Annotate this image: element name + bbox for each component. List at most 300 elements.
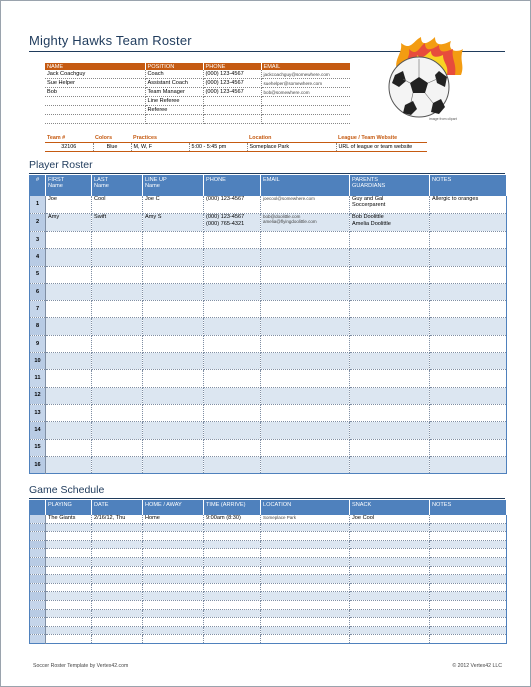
roster-lineup-name[interactable]: Joe C (143, 196, 204, 214)
team-practices-value[interactable]: M, W, F (131, 143, 189, 152)
staff-phone[interactable]: (000) 123-4567 (203, 79, 261, 88)
roster-first-name[interactable]: Joe (46, 196, 92, 214)
schedule-date[interactable] (92, 626, 143, 635)
roster-email[interactable] (261, 249, 350, 266)
roster-parents[interactable] (350, 387, 430, 404)
schedule-location[interactable] (261, 600, 350, 609)
player-roster-table (29, 175, 507, 474)
roster-parents[interactable] (350, 283, 430, 300)
roster-number: 13 (30, 404, 46, 421)
schedule-notes[interactable] (430, 583, 507, 592)
schedule-homeaway[interactable] (143, 600, 204, 609)
roster-notes[interactable] (430, 387, 507, 404)
roster-parents[interactable] (350, 214, 430, 232)
schedule-location[interactable] (261, 635, 350, 644)
roster-notes[interactable] (430, 439, 507, 456)
staff-phone[interactable] (203, 115, 261, 124)
player-roster-underline (29, 173, 505, 174)
schedule-row-marker (30, 515, 46, 524)
roster-parents-secondary: Amelia Doolittle (352, 220, 391, 227)
roster-first-name[interactable]: Amy (46, 214, 92, 232)
roster-phone[interactable] (204, 318, 261, 335)
roster-email[interactable] (261, 232, 350, 249)
roster-first-name[interactable] (46, 387, 92, 404)
schedule-homeaway[interactable] (143, 635, 204, 644)
schedule-time[interactable] (204, 523, 261, 532)
roster-lineup-name[interactable] (143, 266, 204, 283)
schedule-location[interactable] (261, 575, 350, 584)
roster-row (30, 232, 507, 249)
schedule-playing[interactable]: The Giants (46, 515, 92, 524)
roster-first-name[interactable] (46, 404, 92, 421)
roster-first-name[interactable] (46, 353, 92, 370)
schedule-date[interactable] (92, 618, 143, 627)
roster-parents-primary: Guy and Gal (352, 195, 384, 202)
schedule-row-marker (30, 557, 46, 566)
roster-first-name[interactable] (46, 422, 92, 439)
staff-name[interactable] (45, 97, 145, 106)
staff-email[interactable] (261, 97, 350, 106)
staff-name[interactable]: Bob (45, 88, 145, 97)
roster-last-name[interactable] (92, 301, 143, 318)
roster-last-name[interactable] (92, 370, 143, 387)
schedule-date[interactable] (92, 609, 143, 618)
schedule-location[interactable] (261, 540, 350, 549)
roster-last-name[interactable] (92, 283, 143, 300)
schedule-homeaway[interactable] (143, 532, 204, 541)
schedule-homeaway[interactable] (143, 592, 204, 601)
schedule-snack[interactable] (350, 549, 430, 558)
roster-last-name[interactable] (92, 249, 143, 266)
roster-number: 10 (30, 353, 46, 370)
roster-first-name[interactable] (46, 301, 92, 318)
schedule-homeaway[interactable] (143, 609, 204, 618)
schedule-date[interactable] (92, 575, 143, 584)
staff-name[interactable] (45, 106, 145, 115)
roster-lineup-name[interactable] (143, 422, 204, 439)
roster-email[interactable] (261, 301, 350, 318)
staff-email[interactable]: bob@somewhere.com (261, 88, 350, 97)
roster-phone[interactable] (204, 283, 261, 300)
staff-header-position: POSITION (145, 63, 203, 70)
roster-last-name[interactable] (92, 266, 143, 283)
schedule-snack[interactable] (350, 618, 430, 627)
schedule-row-marker (30, 592, 46, 601)
team-number-value[interactable]: 32106 (45, 143, 93, 152)
roster-parents[interactable] (350, 456, 430, 473)
schedule-snack[interactable] (350, 523, 430, 532)
roster-email[interactable] (261, 370, 350, 387)
roster-parents[interactable] (350, 301, 430, 318)
schedule-location[interactable] (261, 583, 350, 592)
team-website-value[interactable]: URL of league or team website (336, 143, 427, 152)
roster-first-name[interactable] (46, 439, 92, 456)
staff-name[interactable]: Jack Coachguy (45, 70, 145, 79)
schedule-snack[interactable] (350, 540, 430, 549)
roster-last-name[interactable] (92, 439, 143, 456)
schedule-location[interactable] (261, 523, 350, 532)
schedule-homeaway[interactable] (143, 549, 204, 558)
schedule-date[interactable] (92, 532, 143, 541)
roster-header-last: LAST Name (92, 176, 143, 196)
schedule-time[interactable] (204, 540, 261, 549)
schedule-playing[interactable] (46, 583, 92, 592)
roster-last-name[interactable] (92, 422, 143, 439)
roster-parents[interactable] (350, 335, 430, 352)
schedule-time[interactable]: 9:00am (8:30) (204, 515, 261, 524)
roster-lineup-name[interactable] (143, 456, 204, 473)
roster-lineup-name[interactable]: Amy S (143, 214, 204, 232)
schedule-notes[interactable] (430, 592, 507, 601)
schedule-row-marker (30, 549, 46, 558)
schedule-snack[interactable] (350, 609, 430, 618)
roster-header-parents: PARENTS GUARDIANS (350, 176, 430, 196)
roster-phone[interactable] (204, 456, 261, 473)
roster-phone[interactable] (204, 422, 261, 439)
schedule-homeaway[interactable]: Home (143, 515, 204, 524)
roster-first-name[interactable] (46, 283, 92, 300)
staff-row (45, 115, 350, 124)
schedule-location[interactable] (261, 532, 350, 541)
schedule-notes[interactable] (430, 600, 507, 609)
schedule-notes[interactable] (430, 626, 507, 635)
schedule-homeaway[interactable] (143, 557, 204, 566)
schedule-homeaway[interactable] (143, 523, 204, 532)
schedule-row (30, 557, 507, 566)
team-location-value[interactable]: Someplace Park (247, 143, 336, 152)
roster-email[interactable] (261, 422, 350, 439)
roster-first-name[interactable] (46, 335, 92, 352)
team-location-label: Location (249, 135, 272, 141)
schedule-date[interactable] (92, 583, 143, 592)
roster-notes[interactable] (430, 353, 507, 370)
roster-notes[interactable] (430, 249, 507, 266)
roster-email[interactable] (261, 404, 350, 421)
schedule-notes[interactable] (430, 549, 507, 558)
roster-email[interactable] (261, 318, 350, 335)
roster-parents[interactable] (350, 318, 430, 335)
roster-number: 4 (30, 249, 46, 266)
roster-email[interactable] (261, 335, 350, 352)
roster-email[interactable] (261, 283, 350, 300)
schedule-header-location: LOCATION (261, 501, 350, 515)
roster-last-name[interactable] (92, 318, 143, 335)
roster-parents[interactable] (350, 266, 430, 283)
roster-lineup-name[interactable] (143, 370, 204, 387)
schedule-row (30, 532, 507, 541)
roster-number: 11 (30, 370, 46, 387)
roster-parents[interactable] (350, 404, 430, 421)
schedule-playing[interactable] (46, 600, 92, 609)
staff-position[interactable]: Team Manager (145, 88, 203, 97)
schedule-time[interactable] (204, 575, 261, 584)
schedule-time[interactable] (204, 600, 261, 609)
staff-row (45, 106, 350, 115)
schedule-date[interactable] (92, 592, 143, 601)
roster-email[interactable] (261, 353, 350, 370)
roster-phone[interactable] (204, 214, 261, 232)
roster-phone[interactable] (204, 232, 261, 249)
schedule-snack[interactable]: Joe Cool (350, 515, 430, 524)
staff-header-email: EMAIL (261, 63, 350, 70)
staff-position[interactable]: Line Referee (145, 97, 203, 106)
schedule-date[interactable]: 2/16/12, Thu (92, 515, 143, 524)
staff-position[interactable]: Assistant Coach (145, 79, 203, 88)
staff-phone[interactable]: (000) 123-4567 (203, 70, 261, 79)
roster-last-name[interactable]: Swift (92, 214, 143, 232)
schedule-time[interactable] (204, 566, 261, 575)
roster-row (30, 301, 507, 318)
schedule-snack[interactable] (350, 566, 430, 575)
schedule-notes[interactable] (430, 523, 507, 532)
roster-notes[interactable] (430, 266, 507, 283)
schedule-playing[interactable] (46, 635, 92, 644)
schedule-date[interactable] (92, 549, 143, 558)
roster-notes[interactable] (430, 456, 507, 473)
team-practice-time-value[interactable]: 5:00 - 5:45 pm (189, 143, 247, 152)
roster-lineup-name[interactable] (143, 283, 204, 300)
team-colors-value[interactable]: Blue (93, 143, 131, 152)
roster-parents[interactable] (350, 439, 430, 456)
schedule-homeaway[interactable] (143, 626, 204, 635)
roster-notes[interactable] (430, 370, 507, 387)
roster-lineup-name[interactable] (143, 335, 204, 352)
staff-row (45, 97, 350, 106)
roster-phone[interactable] (204, 387, 261, 404)
schedule-location[interactable] (261, 609, 350, 618)
roster-phone[interactable] (204, 404, 261, 421)
schedule-time[interactable] (204, 532, 261, 541)
roster-row (30, 456, 507, 473)
schedule-header-notes: NOTES (430, 501, 507, 515)
roster-notes[interactable] (430, 283, 507, 300)
roster-lineup-name[interactable] (143, 232, 204, 249)
staff-name[interactable] (45, 115, 145, 124)
schedule-notes[interactable] (430, 566, 507, 575)
schedule-playing[interactable] (46, 592, 92, 601)
roster-parents[interactable] (350, 422, 430, 439)
schedule-location[interactable] (261, 626, 350, 635)
game-schedule-title: Game Schedule (29, 484, 105, 496)
schedule-header-playing: PLAYING (46, 501, 92, 515)
schedule-notes[interactable] (430, 540, 507, 549)
schedule-notes[interactable] (430, 635, 507, 644)
schedule-playing[interactable] (46, 575, 92, 584)
roster-first-name[interactable] (46, 456, 92, 473)
staff-phone[interactable] (203, 106, 261, 115)
roster-first-name[interactable] (46, 318, 92, 335)
schedule-row-marker (30, 532, 46, 541)
roster-row (30, 214, 507, 232)
staff-position[interactable]: Referee (145, 106, 203, 115)
schedule-date[interactable] (92, 635, 143, 644)
staff-phone[interactable] (203, 97, 261, 106)
staff-email[interactable]: jackcoachguy@somewhere.com (261, 70, 350, 79)
schedule-time[interactable] (204, 609, 261, 618)
roster-parents[interactable] (350, 370, 430, 387)
roster-notes[interactable] (430, 214, 507, 232)
schedule-time[interactable] (204, 557, 261, 566)
schedule-playing[interactable] (46, 549, 92, 558)
roster-last-name[interactable] (92, 232, 143, 249)
roster-first-name[interactable] (46, 232, 92, 249)
page-title: Mighty Hawks Team Roster (29, 33, 192, 48)
player-roster-title: Player Roster (29, 159, 93, 171)
schedule-date[interactable] (92, 600, 143, 609)
schedule-location[interactable]: Someplace Park (261, 515, 350, 524)
schedule-snack[interactable] (350, 600, 430, 609)
schedule-homeaway[interactable] (143, 575, 204, 584)
schedule-row (30, 635, 507, 644)
schedule-row (30, 592, 507, 601)
roster-notes[interactable] (430, 301, 507, 318)
schedule-date[interactable] (92, 540, 143, 549)
schedule-snack[interactable] (350, 635, 430, 644)
roster-notes[interactable]: Allergic to oranges (430, 196, 507, 214)
roster-email[interactable] (261, 266, 350, 283)
roster-last-name[interactable]: Cool (92, 196, 143, 214)
schedule-location[interactable] (261, 566, 350, 575)
roster-phone[interactable] (204, 335, 261, 352)
roster-last-name[interactable] (92, 387, 143, 404)
schedule-time[interactable] (204, 618, 261, 627)
roster-phone-secondary: (000) 765-4321 (206, 220, 245, 227)
roster-phone[interactable] (204, 249, 261, 266)
roster-notes[interactable] (430, 318, 507, 335)
roster-phone[interactable] (204, 301, 261, 318)
roster-parents[interactable] (350, 353, 430, 370)
roster-lineup-name[interactable] (143, 387, 204, 404)
schedule-snack[interactable] (350, 592, 430, 601)
schedule-playing[interactable] (46, 566, 92, 575)
schedule-snack[interactable] (350, 557, 430, 566)
schedule-playing[interactable] (46, 609, 92, 618)
schedule-row (30, 566, 507, 575)
staff-position[interactable]: Coach (145, 70, 203, 79)
roster-email[interactable] (261, 387, 350, 404)
roster-lineup-name[interactable] (143, 439, 204, 456)
schedule-row-marker (30, 575, 46, 584)
roster-email[interactable] (261, 214, 350, 232)
schedule-date[interactable] (92, 557, 143, 566)
schedule-snack[interactable] (350, 583, 430, 592)
roster-phone[interactable] (204, 266, 261, 283)
schedule-notes[interactable] (430, 575, 507, 584)
schedule-location[interactable] (261, 557, 350, 566)
roster-parents[interactable] (350, 232, 430, 249)
roster-parents-secondary: Soccerparent (352, 202, 386, 209)
roster-lineup-name[interactable] (143, 353, 204, 370)
roster-notes[interactable] (430, 335, 507, 352)
roster-lineup-name[interactable] (143, 249, 204, 266)
staff-header-name: NAME (45, 63, 145, 70)
roster-lineup-name[interactable] (143, 404, 204, 421)
schedule-location[interactable] (261, 618, 350, 627)
schedule-playing[interactable] (46, 557, 92, 566)
schedule-snack[interactable] (350, 532, 430, 541)
roster-first-name[interactable] (46, 249, 92, 266)
roster-parents[interactable] (350, 249, 430, 266)
roster-last-name[interactable] (92, 456, 143, 473)
schedule-playing[interactable] (46, 618, 92, 627)
roster-notes[interactable] (430, 422, 507, 439)
roster-number: 3 (30, 232, 46, 249)
schedule-row (30, 600, 507, 609)
schedule-row-marker (30, 626, 46, 635)
schedule-homeaway[interactable] (143, 583, 204, 592)
schedule-row-marker (30, 600, 46, 609)
schedule-location[interactable] (261, 549, 350, 558)
roster-header-notes: NOTES (430, 176, 507, 196)
roster-email[interactable] (261, 456, 350, 473)
staff-email[interactable]: suehelper@somewhere.com (261, 79, 350, 88)
schedule-snack[interactable] (350, 575, 430, 584)
staff-name[interactable]: Sue Helper (45, 79, 145, 88)
game-schedule-underline (29, 498, 505, 499)
roster-lineup-name[interactable] (143, 301, 204, 318)
schedule-time[interactable] (204, 549, 261, 558)
schedule-snack[interactable] (350, 626, 430, 635)
schedule-row-marker (30, 583, 46, 592)
roster-phone[interactable] (204, 439, 261, 456)
roster-row (30, 439, 507, 456)
schedule-date[interactable] (92, 566, 143, 575)
staff-email[interactable] (261, 115, 350, 124)
roster-phone[interactable] (204, 353, 261, 370)
roster-parents[interactable] (350, 196, 430, 214)
schedule-location[interactable] (261, 592, 350, 601)
schedule-homeaway[interactable] (143, 618, 204, 627)
roster-last-name[interactable] (92, 404, 143, 421)
schedule-row (30, 618, 507, 627)
staff-email[interactable] (261, 106, 350, 115)
roster-email[interactable] (261, 196, 350, 214)
schedule-homeaway[interactable] (143, 540, 204, 549)
roster-first-name[interactable] (46, 266, 92, 283)
schedule-homeaway[interactable] (143, 566, 204, 575)
roster-notes[interactable] (430, 404, 507, 421)
schedule-playing[interactable] (46, 523, 92, 532)
schedule-row-marker (30, 635, 46, 644)
roster-header-lineup: LINE UP Name (143, 176, 204, 196)
schedule-time[interactable] (204, 592, 261, 601)
schedule-playing[interactable] (46, 532, 92, 541)
schedule-notes[interactable] (430, 618, 507, 627)
schedule-header-date: DATE (92, 501, 143, 515)
schedule-date[interactable] (92, 523, 143, 532)
roster-lineup-name[interactable] (143, 318, 204, 335)
schedule-notes[interactable] (430, 532, 507, 541)
schedule-time[interactable] (204, 626, 261, 635)
schedule-notes[interactable] (430, 515, 507, 524)
schedule-notes[interactable] (430, 557, 507, 566)
schedule-time[interactable] (204, 635, 261, 644)
staff-position[interactable] (145, 115, 203, 124)
roster-last-name[interactable] (92, 335, 143, 352)
roster-first-name[interactable] (46, 370, 92, 387)
roster-email[interactable] (261, 439, 350, 456)
schedule-time[interactable] (204, 583, 261, 592)
schedule-header-spacer (30, 501, 46, 515)
schedule-notes[interactable] (430, 609, 507, 618)
roster-notes[interactable] (430, 232, 507, 249)
roster-phone[interactable] (204, 196, 261, 214)
roster-last-name[interactable] (92, 353, 143, 370)
schedule-playing[interactable] (46, 540, 92, 549)
schedule-playing[interactable] (46, 626, 92, 635)
roster-phone[interactable] (204, 370, 261, 387)
staff-phone[interactable]: (000) 123-4567 (203, 88, 261, 97)
